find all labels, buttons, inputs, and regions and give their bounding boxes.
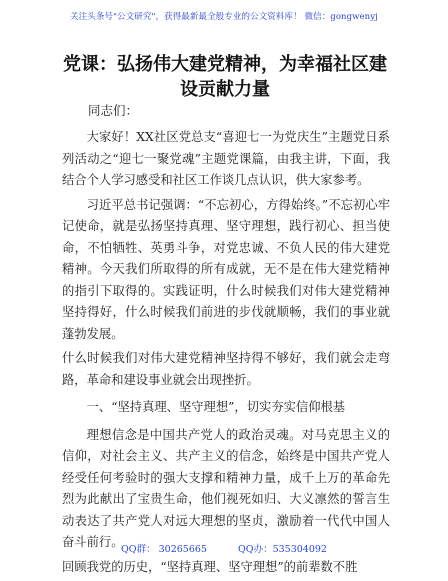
footer-qq-group: QQ群： 30265665	[121, 544, 207, 555]
footer-contact	[0, 541, 448, 555]
body-paragraph: 什么时候我们对伟大建党精神坚持得不够好，我们就会走弯路，革命和建设事业就会出现挫折。	[62, 351, 390, 387]
footer-qq-office: QQ办：535304092	[238, 544, 327, 555]
salutation: 同志们：	[88, 103, 139, 118]
document-title: 党课：弘扬伟大建党精神，为幸福社区建设贡献力量	[63, 54, 387, 100]
header-promo-note: 关注头条号"公文研究"，获得最新最全般专业的公文资料库！ 微信：gongwenyj	[70, 12, 378, 22]
body-paragraph: 回顾我党的历史，“坚持真理、坚守理想”的前辈数不胜	[62, 559, 358, 574]
body-paragraph: 理想信念是中国共产党人的政治灵魂。对马克思主义的信仰，对社会主义、共产主义的信念，始终是中国共产党人经受任何考验时的强大支撑和精神力量，成千上万的革命先烈为此献出了宝贵生命，他们视死如归、大义凛然的誓言生动表达了共产党人对远大理想的坚贞，激励着一代代中国人奋斗前行。	[62, 427, 390, 549]
body-paragraph: 习近平总书记强调：“不忘初心，方得始终。”不忘初心牢记使命，就是弘扬坚持真理、坚守理想，践行初心、担当使命，不怕牺牲、英勇斗争，对党忠诚、不负人民的伟大建党精神。今天我们所取得的所有成就，无不是在伟大建党精神的指引下取得的。实践证明，什么时候我们对伟大建党精神坚持得好，什么时候我们前进的步伐就顺畅，我们的事业就蓬勃发展。	[62, 197, 390, 341]
body-paragraph: 大家好！XX社区党总支“喜迎七一为党庆生”主题党日系列活动之“迎七一聚党魂”主题党课篇，由我主讲，下面，我结合个人学习感受和社区工作谈几点认识，供大家参考。	[62, 130, 390, 187]
section-heading: 一、“坚持真理、坚守理想”，切实夯实信仰根基	[86, 400, 346, 414]
document-body	[62, 127, 390, 581]
